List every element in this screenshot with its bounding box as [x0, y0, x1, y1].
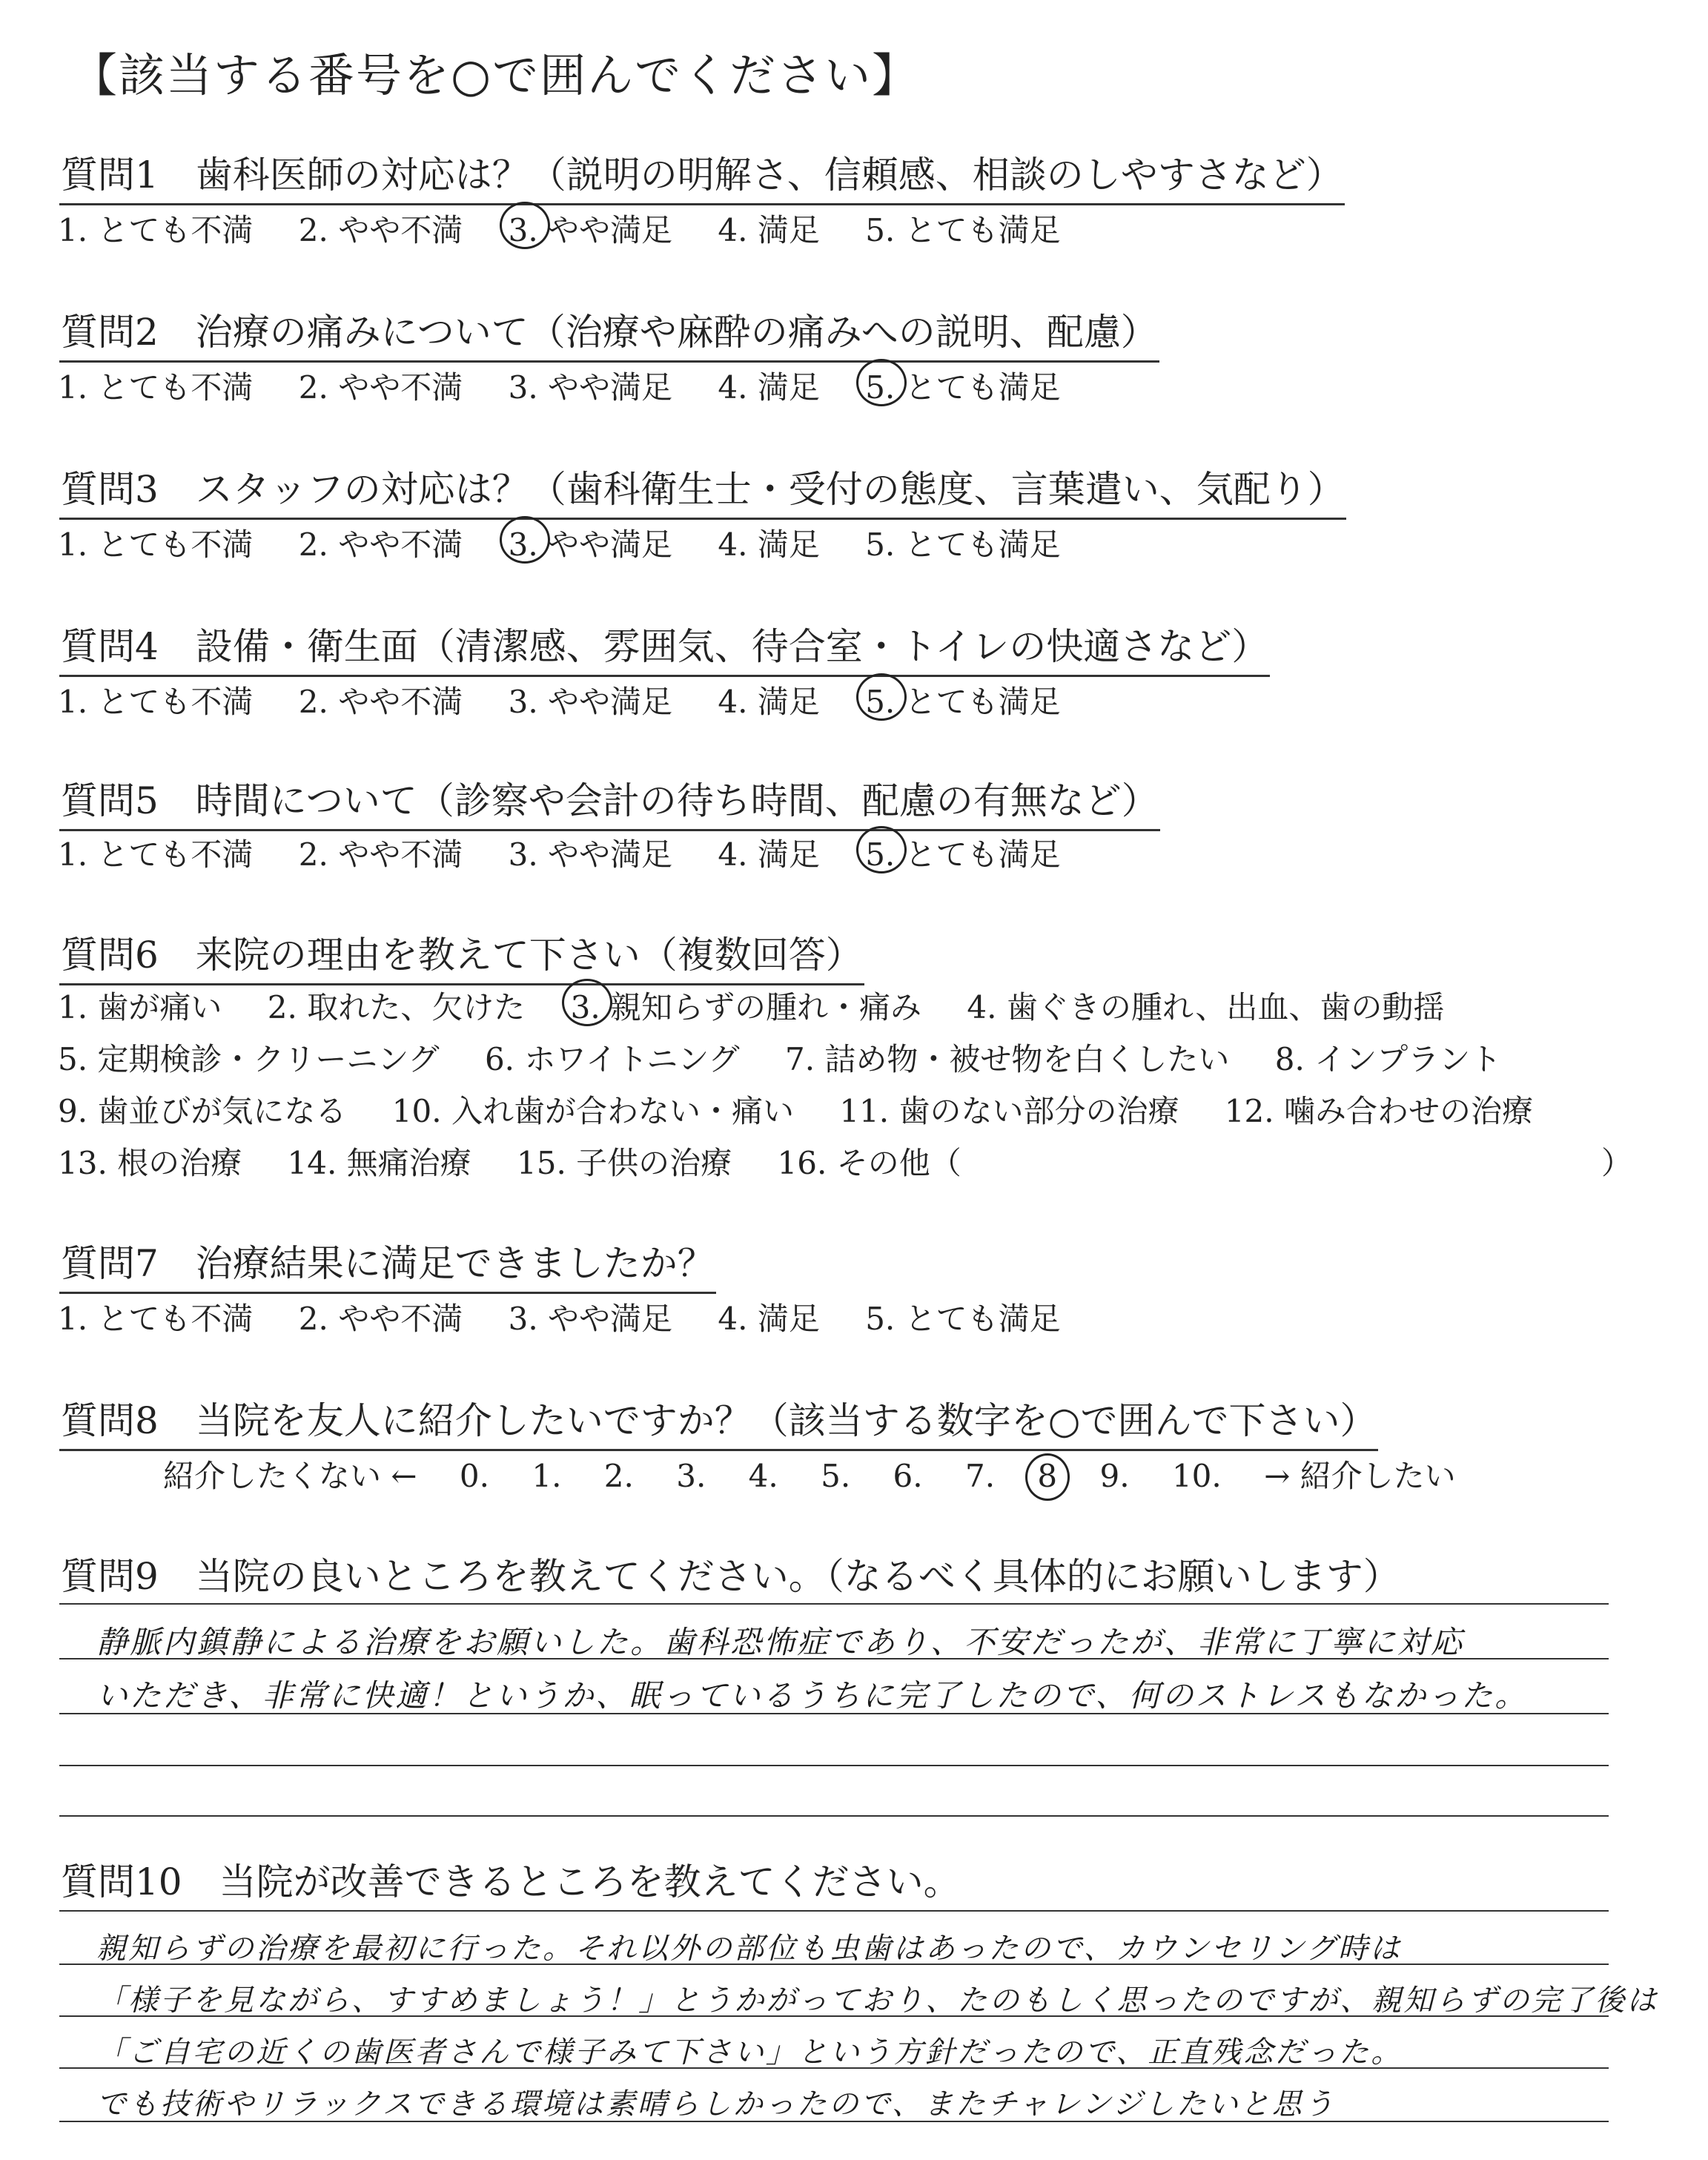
answer-line [59, 1910, 1609, 1912]
page-heading: 【該当する番号を○で囲んでください】 [71, 48, 920, 102]
q4-option-1[interactable]: 1. とても不満 [58, 684, 254, 720]
q6-option-13[interactable]: 13. 根の治療 [58, 1145, 242, 1181]
q2-option-2[interactable]: 2. やや不満 [298, 369, 463, 406]
question-7-options [58, 1295, 1096, 1339]
q6-option-5[interactable]: 5. 定期検診・クリーニング [58, 1041, 440, 1077]
q2-option-1[interactable]: 1. とても不満 [58, 369, 254, 406]
q1-option-1[interactable]: 1. とても不満 [58, 212, 254, 248]
question-4-options [58, 678, 1096, 722]
question-10-title: 質問10 当院が改善できるところを教えてください。 [61, 1860, 961, 1903]
question-8-title: 質問8 当院を友人に紹介したいですか？（該当する数字を○で囲んで下さい） [59, 1391, 1378, 1451]
q8-left-label: 紹介したくない ← [163, 1458, 417, 1494]
q9-answer-line-2[interactable]: いただき、非常に快適！というか、眠っているうちに完了したので、何のストレスもなかった。 [96, 1677, 1529, 1714]
q5-option-5-label: 5. とても満足 [865, 836, 1061, 873]
q10-answer-line-4[interactable]: でも技術やリラックスできる環境は素晴らしかったので、またチャレンジしたいと思う [96, 2087, 1336, 2121]
answer-line [59, 1765, 1609, 1766]
q4-option-5-label: 5. とても満足 [865, 684, 1061, 720]
q8-option-10[interactable]: 10. [1171, 1458, 1222, 1494]
q6-option-10[interactable]: 10. 入れ歯が合わない・痛い [391, 1093, 794, 1129]
question-2-title: 質問2 治療の痛みについて（治療や麻酔の痛みへの説明、配慮） [59, 303, 1159, 363]
selected-circle [856, 359, 907, 406]
q5-option-5[interactable] [865, 830, 1060, 875]
q4-option-2[interactable]: 2. やや不満 [298, 684, 463, 720]
q2-option-5[interactable] [865, 363, 1060, 408]
q8-option-6[interactable]: 6. [893, 1458, 923, 1494]
answer-line [59, 1603, 1609, 1605]
q1-option-2[interactable]: 2. やや不満 [298, 212, 463, 248]
question-5-title: 質問5 時間について（診察や会計の待ち時間、配慮の有無など） [59, 771, 1160, 831]
q6-option-12[interactable]: 12. 噛み合わせの治療 [1224, 1093, 1533, 1129]
q8-option-3[interactable]: 3. [676, 1458, 706, 1494]
question-6-title: 質問6 来院の理由を教えて下さい（複数回答） [59, 925, 864, 985]
selected-circle [500, 516, 550, 564]
q6-option-6[interactable]: 6. ホワイトニング [484, 1041, 740, 1077]
question-3-options [58, 521, 1096, 565]
q8-right-label: → 紹介したい [1264, 1458, 1456, 1494]
q1-option-3[interactable] [509, 206, 672, 251]
q6-option-2[interactable]: 2. 取れた、欠けた [267, 989, 526, 1025]
q2-option-3[interactable]: 3. やや満足 [508, 369, 673, 406]
q3-option-4[interactable]: 4. 満足 [718, 526, 820, 563]
q10-answer-line-2[interactable]: 「様子を見ながら、すすめましょう！」とうかがっており、たのもしく思ったのですが、親知らずの完了後は [96, 1984, 1659, 2018]
q1-option-3-label: 3. やや満足 [508, 212, 673, 248]
q8-option-9[interactable]: 9. [1099, 1458, 1130, 1494]
q3-option-3[interactable] [509, 521, 672, 565]
q10-answer-line-1[interactable]: 親知らずの治療を最初に行った。それ以外の部位も虫歯はあったので、カウンセリング時は [96, 1932, 1402, 1966]
question-2-options [58, 363, 1096, 408]
q6-option-3-label: 3. 親知らずの腫れ・痛み [570, 989, 922, 1025]
selected-circle [562, 979, 612, 1026]
answer-line [59, 1815, 1609, 1817]
q6-option-7[interactable]: 7. 詰め物・被せ物を白くしたい [784, 1041, 1230, 1077]
q8-scale [163, 1452, 1489, 1496]
q10-answer-line-3[interactable]: 「ご自宅の近くの歯医者さんで様子みて下さい」という方針だったので、正直残念だった。 [96, 2035, 1403, 2070]
question-1-title: 質問1 歯科医師の対応は？（説明の明解さ、信頼感、相談のしやすさなど） [59, 145, 1345, 205]
question-5-options [58, 830, 1096, 875]
q8-option-5[interactable]: 5. [821, 1458, 851, 1494]
q4-option-5[interactable] [865, 678, 1060, 722]
q9-answer-line-1[interactable]: 静脈内鎮静による治療をお願いした。歯科恐怖症であり、不安だったが、非常に丁寧に対応 [96, 1624, 1465, 1660]
q8-option-0[interactable]: 0. [459, 1458, 489, 1494]
q6-option-3[interactable] [571, 983, 921, 1028]
q6-row-1 [58, 983, 1480, 1028]
q1-option-4[interactable]: 4. 満足 [718, 212, 820, 248]
q6-option-8[interactable]: 8. インプラント [1274, 1041, 1502, 1077]
q8-option-4[interactable]: 4. [748, 1458, 778, 1494]
question-7-title: 質問7 治療結果に満足できましたか？ [59, 1234, 716, 1294]
q7-option-2[interactable]: 2. やや不満 [298, 1301, 463, 1337]
q7-option-1[interactable]: 1. とても不満 [58, 1301, 254, 1337]
q6-option-11[interactable]: 11. 歯のない部分の治療 [839, 1093, 1179, 1129]
q5-option-2[interactable]: 2. やや不満 [298, 836, 463, 873]
q6-option-4[interactable]: 4. 歯ぐきの腫れ、出血、歯の動揺 [967, 989, 1445, 1025]
q8-option-8[interactable] [1037, 1458, 1057, 1494]
q5-option-1[interactable]: 1. とても不満 [58, 836, 254, 873]
selected-circle [856, 673, 907, 721]
q2-option-4[interactable]: 4. 満足 [718, 369, 820, 406]
q3-option-3-label: 3. やや満足 [508, 526, 673, 563]
q6-other-close-paren: ） [1601, 1145, 1633, 1181]
q8-option-2[interactable]: 2. [603, 1458, 634, 1494]
q6-option-9[interactable]: 9. 歯並びが気になる [58, 1093, 347, 1129]
question-3-title: 質問3 スタッフの対応は？（歯科衛生士・受付の態度、言葉遣い、気配り） [59, 460, 1346, 520]
q6-option-1[interactable]: 1. 歯が痛い [58, 989, 222, 1025]
q7-option-4[interactable]: 4. 満足 [718, 1301, 820, 1337]
q8-option-8-label: 8 [1037, 1458, 1058, 1494]
q4-option-3[interactable]: 3. やや満足 [508, 684, 673, 720]
question-1-options [58, 206, 1096, 251]
q1-option-5[interactable]: 5. とても満足 [865, 212, 1061, 248]
question-9-title: 質問9 当院の良いところを教えてください。（なるべく具体的にお願いします） [61, 1555, 1400, 1598]
q6-row-2 [58, 1035, 1537, 1080]
q6-option-16[interactable]: 16. その他（ [777, 1145, 961, 1181]
q6-option-15[interactable]: 15. 子供の治療 [517, 1145, 732, 1181]
selected-circle [856, 826, 907, 873]
question-4-title: 質問4 設備・衛生面（清潔感、雰囲気、待合室・トイレの快適さなど） [59, 617, 1270, 677]
q3-option-2[interactable]: 2. やや不満 [298, 526, 463, 563]
q6-option-14[interactable]: 14. 無痛治療 [287, 1145, 471, 1181]
q5-option-3[interactable]: 3. やや満足 [508, 836, 673, 873]
q5-option-4[interactable]: 4. 満足 [718, 836, 820, 873]
q8-option-1[interactable]: 1. [532, 1458, 562, 1494]
q8-option-7[interactable]: 7. [964, 1458, 996, 1494]
selected-circle [500, 202, 550, 249]
q4-option-4[interactable]: 4. 満足 [718, 684, 820, 720]
q6-row-3 [58, 1087, 1569, 1132]
selected-circle [1025, 1453, 1070, 1501]
q7-option-5[interactable]: 5. とても満足 [865, 1301, 1061, 1337]
q6-row-4 [58, 1139, 997, 1183]
q3-option-5[interactable]: 5. とても満足 [865, 526, 1061, 563]
q7-option-3[interactable]: 3. やや満足 [508, 1301, 673, 1337]
q2-option-5-label: 5. とても満足 [865, 369, 1061, 406]
q3-option-1[interactable]: 1. とても不満 [58, 526, 254, 563]
